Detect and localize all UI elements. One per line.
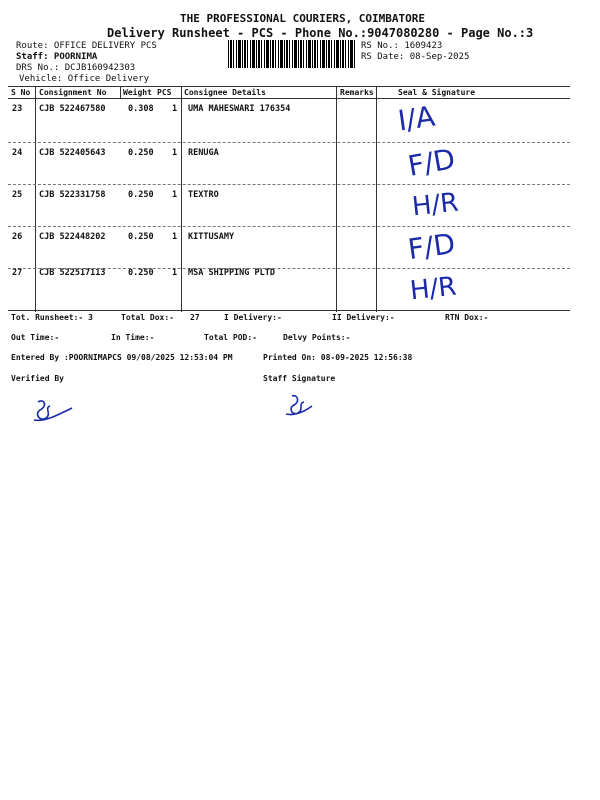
delvy-points: Delvy Points:- (283, 333, 351, 342)
row-sno: 27 (12, 268, 23, 278)
row-consignment: CJB 522448202 (39, 232, 106, 242)
row-consignment: CJB 522405643 (39, 148, 106, 158)
row-sno: 26 (12, 232, 23, 242)
row-sno: 23 (12, 104, 23, 114)
staff-signature-label: Staff Signature (263, 374, 336, 383)
col-pcs: PCS (157, 88, 172, 97)
row-consignee: UMA MAHESWARI 176354 (188, 104, 291, 114)
row-pcs: 1 (172, 232, 178, 242)
printed-on: Printed On: 08-09-2025 12:56:38 (263, 353, 413, 362)
route-label: Route: OFFICE DELIVERY PCS (16, 41, 157, 51)
row-consignee: MSA SHIPPING PLTD (188, 268, 275, 278)
out-time: Out Time:- (11, 333, 60, 342)
seal-mark: H/R (410, 187, 460, 223)
seal-mark: F/D (405, 226, 458, 267)
col-remarks: Remarks (340, 88, 374, 97)
vehicle-label: Vehicle: Office Delivery (19, 74, 150, 84)
row-sno: 25 (12, 190, 23, 200)
col-seal-signature: Seal & Signature (398, 88, 476, 97)
page-title: Delivery Runsheet - PCS - Phone No.:9047080280 - Page No.:3 (107, 26, 534, 40)
rs-number: RS No.: 1609423 (361, 41, 443, 51)
ii-delivery: II Delivery:- (332, 313, 395, 322)
row-pcs: 1 (172, 148, 178, 158)
table-row (8, 142, 568, 180)
i-delivery: I Delivery:- (224, 313, 282, 322)
table-row (8, 262, 568, 300)
entered-by: Entered By :POORNIMAPCS 09/08/2025 12:53:04 PM (11, 353, 233, 362)
row-consignment: CJB 522331758 (39, 190, 106, 200)
row-weight: 0.250 (128, 148, 154, 158)
row-weight: 0.250 (128, 268, 154, 278)
seal-mark: I/A (395, 99, 437, 138)
verifier-signature (30, 396, 76, 428)
row-consignment: CJB 522517113 (39, 268, 106, 278)
row-consignee: TEXTRO (188, 190, 219, 200)
table-row (8, 226, 568, 267)
drs-number: DRS No.: DCJB160942303 (16, 63, 136, 73)
row-weight: 0.250 (128, 232, 154, 242)
row-sno: 24 (12, 148, 23, 158)
col-consignee: Consignee Details (184, 88, 266, 97)
seal-mark: H/R (408, 271, 458, 307)
table-top-rule (8, 86, 570, 87)
rtn-dox: RTN Dox:- (445, 313, 489, 322)
row-pcs: 1 (172, 104, 178, 114)
rs-date: RS Date: 08-Sep-2025 (361, 52, 470, 62)
row-weight: 0.250 (128, 190, 154, 200)
seal-mark: F/D (405, 142, 458, 183)
total-dox-label: Total Dox:- (121, 313, 174, 322)
row-consignment: CJB 522467580 (39, 104, 106, 114)
table-bottom-rule (8, 310, 570, 311)
col-sno: S No (11, 88, 31, 97)
in-time: In Time:- (111, 333, 155, 342)
col-weight: Weight (123, 88, 152, 97)
company-name: THE PROFESSIONAL COURIERS, COIMBATORE (180, 12, 426, 25)
row-weight: 0.308 (128, 104, 154, 114)
row-consignee: KITTUSAMY (188, 232, 235, 242)
total-pod: Total POD:- (204, 333, 257, 342)
total-runsheet: Tot. Runsheet:- 3 (11, 313, 93, 322)
table-row (8, 98, 568, 136)
verified-by-label: Verified By (11, 374, 64, 383)
col-separator (120, 86, 121, 98)
total-dox-value: 27 (190, 313, 200, 322)
row-consignee: RENUGA (188, 148, 219, 158)
staff-label: Staff: POORNIMA (16, 52, 98, 62)
row-pcs: 1 (172, 268, 178, 278)
row-pcs: 1 (172, 190, 178, 200)
col-consignment: Consignment No (39, 88, 107, 97)
table-row (8, 184, 568, 222)
staff-signature (282, 392, 316, 422)
barcode-image (228, 40, 356, 68)
